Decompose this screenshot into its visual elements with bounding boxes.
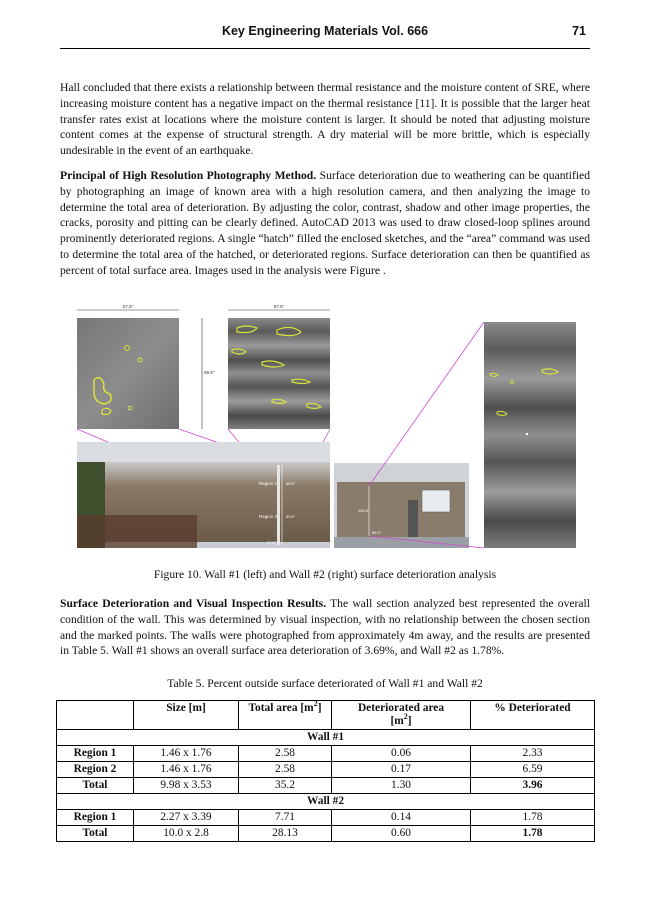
col-total-area: Total area $[m^2]$ (239, 701, 332, 730)
svg-text:69.5": 69.5" (286, 514, 296, 519)
results-body: The wall section analyzed best represented the overall condition of the wall. This was determined by visual inspection, with no relationship between the chosen section and the marked points. The walls were photographed from approximately 4m away, and the results are presented in Table 5. Wall #1 shows an overall surface area deterioration of 3.69%, and Wall #2 as 1.78%. (60, 597, 590, 658)
wall1-crop-b (228, 304, 330, 429)
svg-text:57.5": 57.5" (122, 304, 134, 309)
wall1-height-dim (202, 318, 215, 429)
table-row: Region 1 1.46 x 1.76 2.58 0.06 2.33 (57, 746, 595, 762)
svg-text:69.5": 69.5" (204, 370, 215, 375)
table-row: Total 9.98 x 3.53 35.2 1.30 3.96 (57, 778, 595, 794)
svg-text:Region 2: Region 2 (259, 514, 278, 519)
deterioration-table (56, 700, 595, 842)
paragraph-results (60, 596, 590, 659)
wall1-building-photo (77, 442, 330, 548)
wall1-group-row: Wall #1 (57, 730, 595, 746)
results-heading: Surface Deterioration and Visual Inspection Results. (60, 597, 327, 610)
svg-text:57.5": 57.5" (273, 304, 285, 309)
page-number: 71 (572, 24, 586, 38)
table-header-row (57, 701, 595, 730)
svg-text:Region 1: Region 1 (259, 481, 278, 486)
running-header (60, 24, 590, 44)
col-pct-deteriorated: % Deteriorated (471, 701, 595, 730)
col-size: Size [m] (134, 701, 239, 730)
paragraph-photography-method (60, 168, 590, 279)
paragraph-hall: Hall concluded that there exists a relationship between thermal resistance and the moisture content of SRE, where increasing moisture content has a negative impact on the thermal resistance [11]. It is possible that the larger heat transfer rates exist at locations where the moisture content is larger. It should be noted that adjusting moisture content comes at the expense of structural strength. A dry material will be more brittle, which is especially undesirable in the event of an earthquake. (60, 81, 590, 158)
table-row: Total 10.0 x 2.8 28.13 0.60 1.78 (57, 826, 595, 842)
svg-text:100.0": 100.0" (358, 508, 370, 513)
section-heading: Principal of High Resolution Photography Method. (60, 169, 317, 182)
figure-caption: Figure 10. Wall #1 (left) and Wall #2 (right) surface deterioration analysis (153, 568, 497, 581)
svg-text:89.3": 89.3" (372, 530, 382, 535)
wall2-building-photo (334, 463, 469, 548)
table-row: Region 1 2.27 x 3.39 7.71 0.14 1.78 (57, 810, 595, 826)
table-caption: Table 5. Percent outside surface deteriorated of Wall #1 and Wall #2 (167, 677, 483, 690)
journal-title: Key Engineering Materials Vol. 666 (221, 24, 429, 38)
section-body: Surface deterioration due to weathering can be quantified by photographing an image of known area with a high resolution camera, and then analyzing the image to determine the total area of deterioration. By adjusting the color, contrast, shadow and other image properties, the cracks, porosity and pitting can be clearly defined. AutoCAD 2013 was used to draw closed-loop splines around prominently deteriorated regions. A single “hatch” filled the enclosed sketches, and the “area” command was used to determine the total area of the hatched, or deteriorated regions. Surface deterioration can then be quantified as percent of total surface area. Images used in the analysis were Figure . (60, 169, 590, 277)
wall2-crop (484, 322, 576, 548)
header-rule (60, 48, 590, 49)
figure-wall-deterioration (72, 300, 592, 555)
wall2-group-row: Wall #2 (57, 794, 595, 810)
svg-text:69.5": 69.5" (286, 481, 296, 486)
table-row: Region 2 1.46 x 1.76 2.58 0.17 6.59 (57, 762, 595, 778)
wall1-crop-a (77, 304, 179, 429)
col-deteriorated-area: Deteriorated area $[m^2]$ (332, 701, 471, 730)
svg-text:57.5": 57.5" (267, 540, 277, 545)
